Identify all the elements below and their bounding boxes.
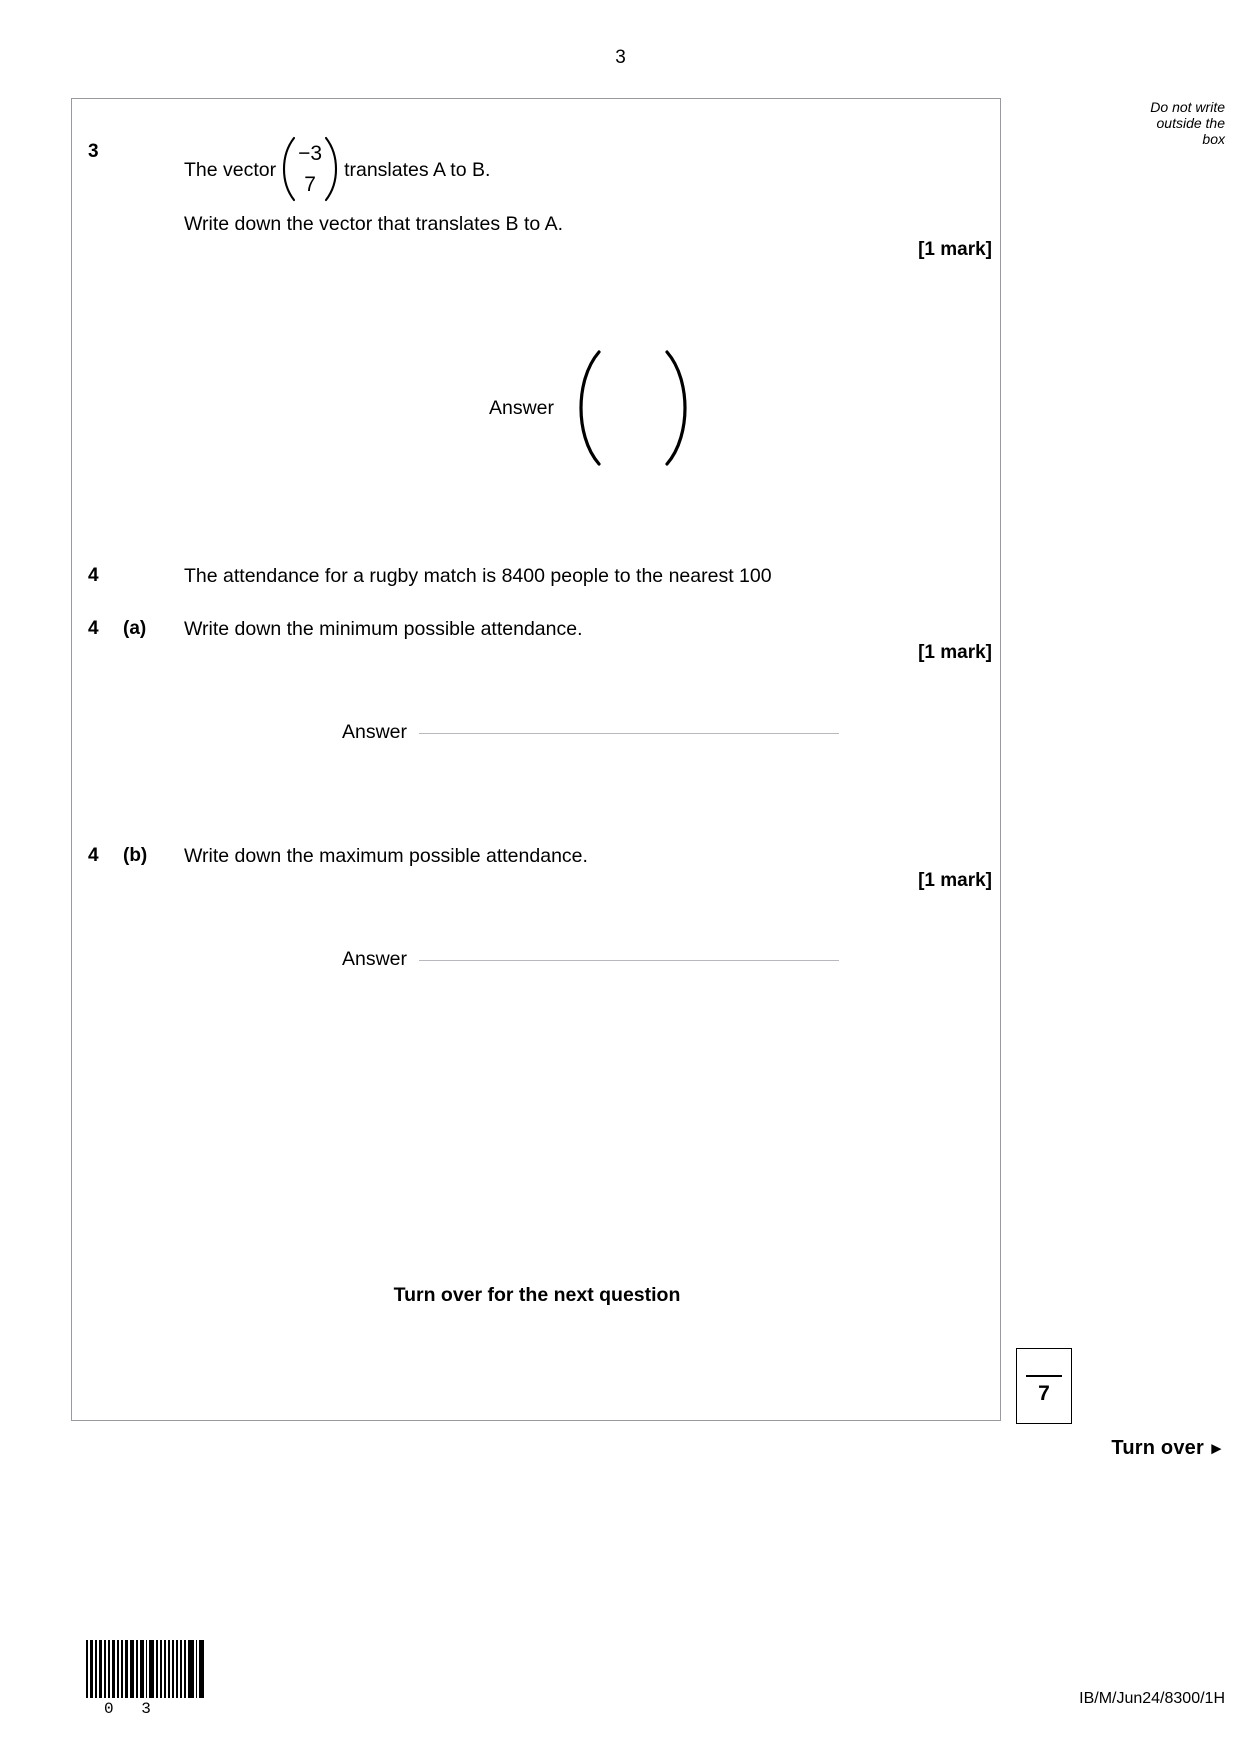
question-4a-answer-label: Answer <box>342 721 408 743</box>
question-4b-part: (b) <box>123 845 148 866</box>
vector-component-bottom: 7 <box>304 173 316 196</box>
question-3-mark: [1 mark] <box>918 239 992 260</box>
turn-over-label: Turn over <box>1111 1437 1204 1459</box>
question-3-number: 3 <box>88 141 99 162</box>
question-4b-statement: Write down the maximum possible attendance. <box>184 845 588 867</box>
question-4a-statement: Write down the minimum possible attendance. <box>184 618 583 640</box>
answer-area-frame <box>71 98 1001 1421</box>
outside-box-note-line-2: outside the <box>1156 115 1225 131</box>
question-4b-answer-input[interactable] <box>419 960 839 961</box>
barcode-icon <box>86 1640 206 1698</box>
question-4a-mark: [1 mark] <box>918 642 992 663</box>
answer-left-bracket-icon <box>576 349 602 467</box>
barcode-digits: 0 3 <box>104 1700 160 1718</box>
question-4-statement: The attendance for a rugby match is 8400 people to the nearest 100 <box>184 565 772 587</box>
question-4a-answer-input[interactable] <box>419 733 839 734</box>
page-number: 3 <box>615 47 626 68</box>
marks-total-value: 7 <box>1038 1382 1050 1405</box>
left-paren-icon <box>282 136 296 202</box>
question-4a-part: (a) <box>123 618 147 639</box>
paper-reference-code: IB/M/Jun24/8300/1H <box>1079 1690 1225 1707</box>
question-4a-answer-area[interactable] <box>342 719 839 745</box>
question-4a-number: 4 <box>88 618 99 639</box>
question-3-answer-label: Answer <box>489 397 555 419</box>
turn-over-arrow-icon: ► <box>1207 1439 1225 1458</box>
right-paren-icon <box>324 136 338 202</box>
question-3-text-after-vector: translates A to B. <box>344 159 491 181</box>
column-vector-minus3-7 <box>282 136 338 202</box>
question-3-text-before-vector: The vector <box>184 159 277 181</box>
vector-component-top: −3 <box>298 142 323 165</box>
question-3-statement <box>184 137 490 203</box>
question-4b-number: 4 <box>88 845 99 866</box>
column-vector-values <box>296 138 324 200</box>
question-3-answer-area[interactable] <box>489 349 690 467</box>
marks-total-box <box>1016 1348 1072 1424</box>
outside-box-note-line-1: Do not write <box>1150 99 1225 115</box>
question-4b-mark: [1 mark] <box>918 870 992 891</box>
turn-over-footer <box>1111 1437 1225 1460</box>
question-4b-answer-area[interactable] <box>342 946 839 972</box>
turn-over-for-next-question-note: Turn over for the next question <box>393 1284 681 1306</box>
do-not-write-outside-box-note <box>1093 99 1225 147</box>
answer-right-bracket-icon <box>664 349 690 467</box>
marks-total-rule <box>1026 1375 1062 1377</box>
barcode-block <box>86 1640 206 1718</box>
answer-bracket-group <box>576 349 690 467</box>
question-4-number: 4 <box>88 565 99 586</box>
outside-box-note-line-3: box <box>1202 131 1225 147</box>
question-4b-answer-label: Answer <box>342 948 408 970</box>
question-3-instruction: Write down the vector that translates B to A. <box>184 213 563 235</box>
